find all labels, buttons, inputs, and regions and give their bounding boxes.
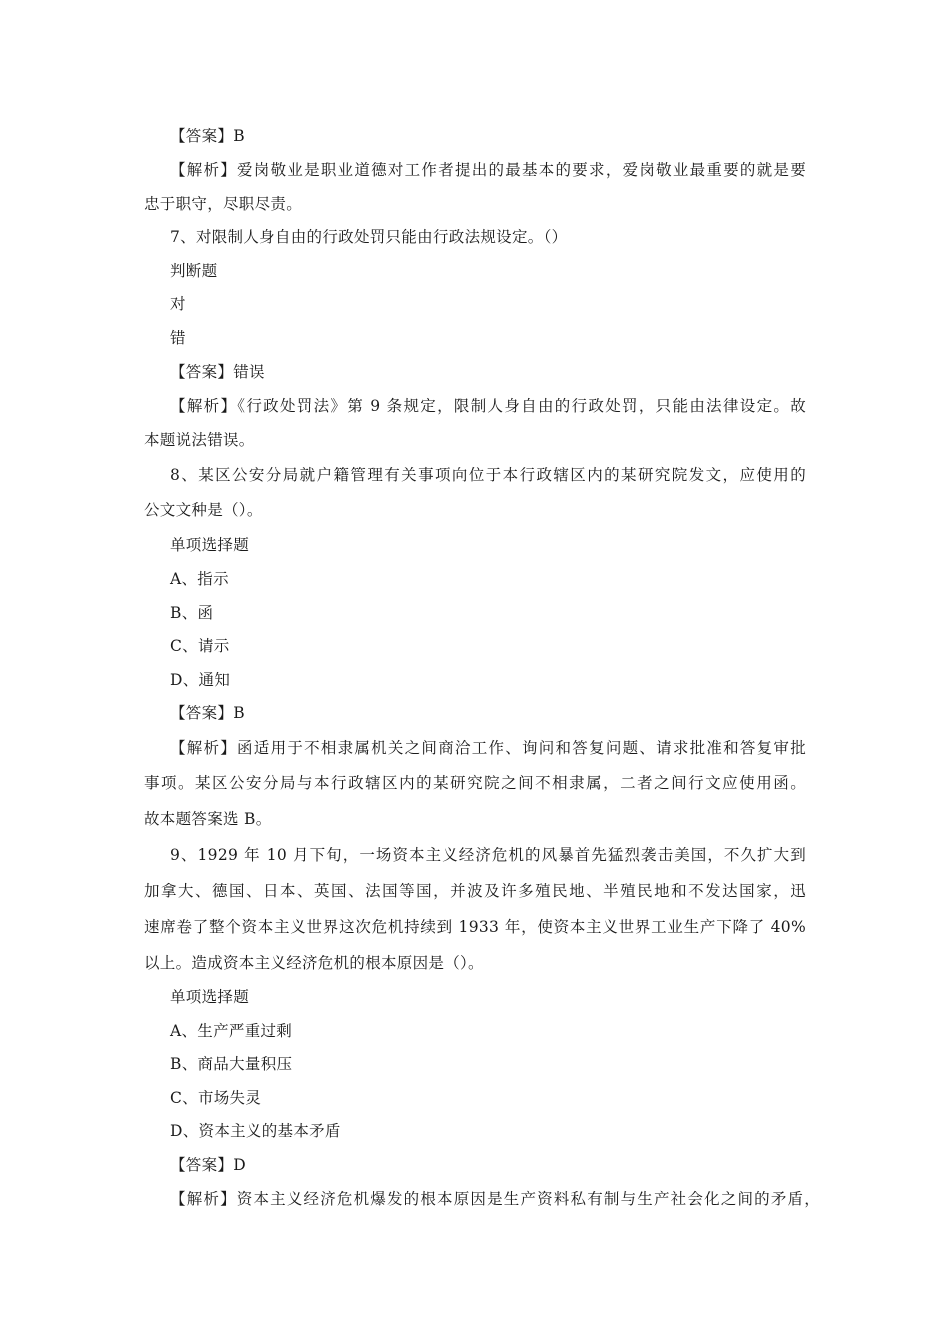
q6-answer: 【答案】B [170,127,245,145]
q8-explanation-line-3: 故本题答案选 B。 [144,810,272,828]
q7-option-false: 错 [170,329,186,347]
q6-explanation-line-2: 忠于职守，尽职尽责。 [144,195,303,213]
q8-explanation-line-2: 事项。某区公安分局与本行政辖区内的某研究院之间不相隶属，二者之间行文应使用函。 [144,774,806,792]
q9-option-a: A、生产严重过剩 [170,1022,293,1040]
q8-option-b: B、函 [170,604,214,622]
q7-option-true: 对 [170,295,186,313]
q9-option-d: D、资本主义的基本矛盾 [170,1122,341,1140]
q7-question-type: 判断题 [170,262,218,280]
q9-option-b: B、商品大量积压 [170,1055,293,1073]
q9-question-line-2: 加拿大、德国、日本、英国、法国等国，并波及许多殖民地、半殖民地和不发达国家，迅 [144,882,806,900]
q9-question-line-3: 速席卷了整个资本主义世界这次危机持续到 1933 年，使资本主义世界工业生产下降了 40% [144,918,806,936]
q6-explanation-line-1: 【解析】爱岗敬业是职业道德对工作者提出的最基本的要求，爱岗敬业最重要的就是要 [170,161,806,179]
q7-question: 7、对限制人身自由的行政处罚只能由行政法规设定。（） [170,228,568,246]
q8-option-d: D、通知 [170,671,231,689]
q9-question-type: 单项选择题 [170,988,250,1006]
q8-question-line-1: 8、某区公安分局就户籍管理有关事项向位于本行政辖区内的某研究院发文，应使用的 [170,466,806,484]
q9-question-line-4: 以上。造成资本主义经济危机的根本原因是（）。 [144,954,484,972]
q8-question-type: 单项选择题 [170,536,250,554]
q7-explanation-line-1: 【解析】《行政处罚法》第 9 条规定，限制人身自由的行政处罚，只能由法律设定。故 [170,397,806,415]
q8-answer: 【答案】B [170,704,245,722]
q8-question-line-2: 公文文种是（）。 [144,501,263,519]
q7-explanation-line-2: 本题说法错误。 [144,431,255,449]
q9-option-c: C、市场失灵 [170,1089,262,1107]
q9-question-line-1: 9、1929 年 10 月下旬，一场资本主义经济危机的风暴首先猛烈袭击美国，不久扩大到 [170,846,806,864]
q8-option-c: C、请示 [170,637,230,655]
q7-answer: 【答案】错误 [170,363,265,381]
q8-explanation-line-1: 【解析】函适用于不相隶属机关之间商洽工作、询问和答复问题、请求批准和答复审批 [170,739,806,757]
q9-answer: 【答案】D [170,1156,246,1174]
q8-option-a: A、指示 [170,570,229,588]
q9-explanation-line-1: 【解析】资本主义经济危机爆发的根本原因是生产资料私有制与生产社会化之间的矛盾， [170,1190,820,1208]
